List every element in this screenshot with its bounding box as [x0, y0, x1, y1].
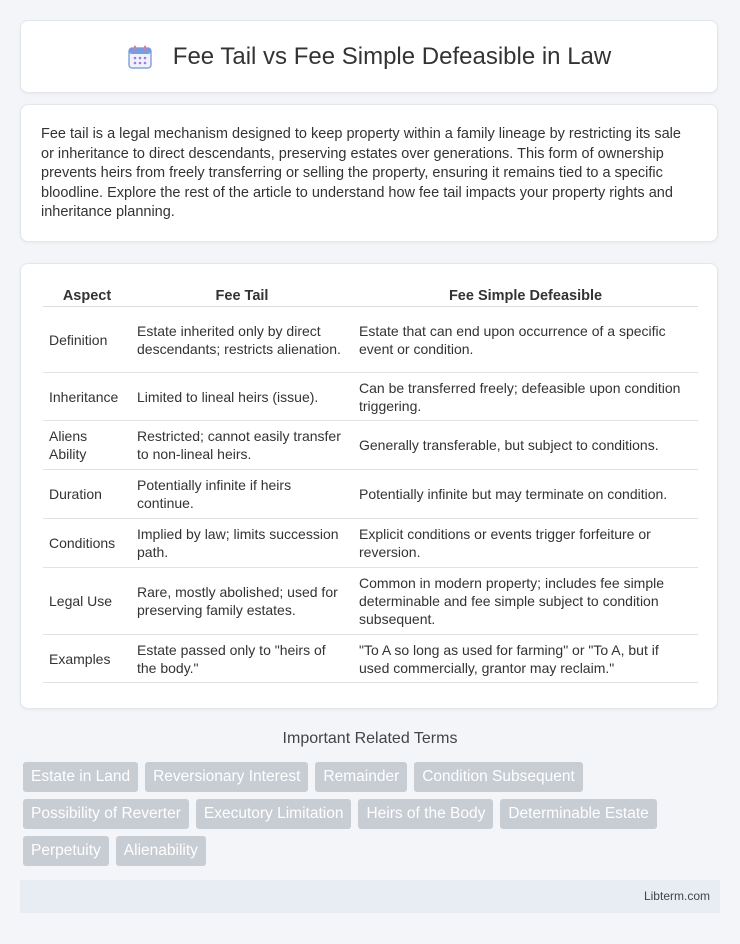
- tag-reversionary-interest[interactable]: Reversionary Interest: [145, 762, 308, 792]
- header-fee-tail: Fee Tail: [131, 284, 353, 307]
- tag-perpetuity[interactable]: Perpetuity: [23, 836, 109, 866]
- tag-possibility-of-reverter[interactable]: Possibility of Reverter: [23, 799, 189, 829]
- comparison-card: [20, 263, 718, 709]
- header-aspect: Aspect: [43, 284, 131, 307]
- cell-fee-simple: Explicit conditions or events trigger forfeiture or reversion.: [353, 519, 698, 568]
- tag-condition-subsequent[interactable]: Condition Subsequent: [414, 762, 583, 792]
- tag-alienability[interactable]: Alienability: [116, 836, 206, 866]
- cell-fee-simple: Generally transferable, but subject to conditions.: [353, 421, 698, 470]
- cell-fee-tail: Potentially infinite if heirs continue.: [131, 470, 353, 519]
- calendar-icon: [127, 44, 153, 70]
- table-row: [43, 421, 698, 470]
- tag-heirs-of-the-body[interactable]: Heirs of the Body: [358, 799, 493, 829]
- cell-aspect: Examples: [43, 635, 131, 683]
- related-terms-list: [23, 762, 713, 873]
- cell-fee-tail: Restricted; cannot easily transfer to non-lineal heirs.: [131, 421, 353, 470]
- table-row: [43, 519, 698, 568]
- tag-remainder[interactable]: Remainder: [315, 762, 407, 792]
- table-row: [43, 307, 698, 373]
- table-header-row: [43, 284, 698, 307]
- comparison-table: [43, 284, 698, 683]
- related-terms-title: Important Related Terms: [282, 730, 458, 747]
- header-fee-simple-defeasible: Fee Simple Defeasible: [353, 284, 698, 307]
- cell-aspect: Legal Use: [43, 568, 131, 635]
- cell-fee-tail: Implied by law; limits succession path.: [131, 519, 353, 568]
- cell-aspect: Aliens Ability: [43, 421, 131, 470]
- footer: [20, 880, 720, 913]
- tag-determinable-estate[interactable]: Determinable Estate: [500, 799, 656, 829]
- header-card: [20, 20, 718, 93]
- cell-aspect: Conditions: [43, 519, 131, 568]
- intro-card: [20, 104, 718, 242]
- table-row: [43, 568, 698, 635]
- table-row: [43, 635, 698, 683]
- cell-fee-tail: Rare, mostly abolished; used for preserving family estates.: [131, 568, 353, 635]
- tag-executory-limitation[interactable]: Executory Limitation: [196, 799, 352, 829]
- cell-fee-simple: Estate that can end upon occurrence of a specific event or condition.: [353, 307, 698, 373]
- cell-fee-simple: Can be transferred freely; defeasible upon condition triggering.: [353, 373, 698, 421]
- footer-site-link[interactable]: Libterm.com: [643, 889, 710, 903]
- cell-aspect: Inheritance: [43, 373, 131, 421]
- cell-fee-simple: "To A so long as used for farming" or "To A, but if used commercially, grantor may reclaim.": [353, 635, 698, 683]
- cell-fee-tail: Limited to lineal heirs (issue).: [131, 373, 353, 421]
- cell-fee-tail: Estate inherited only by direct descendants; restricts alienation.: [131, 307, 353, 373]
- page-title: Fee Tail vs Fee Simple Defeasible in Law: [172, 42, 612, 70]
- cell-fee-simple: Common in modern property; includes fee simple determinable and fee simple subject to condition subsequent.: [353, 568, 698, 635]
- intro-text: Fee tail is a legal mechanism designed to keep property within a family lineage by restricting its sale or inheritance to direct descendants, preserving estates over generations. This form of ownership prevents heirs from freely transferring or selling the property, ensuring it remains tied to a specific bloodline. Explore the rest of the article to understand how fee tail impacts your property rights and inheritance planning.: [41, 126, 681, 220]
- cell-fee-tail: Estate passed only to "heirs of the body.": [131, 635, 353, 683]
- cell-aspect: Definition: [43, 307, 131, 373]
- table-row: [43, 373, 698, 421]
- cell-aspect: Duration: [43, 470, 131, 519]
- cell-fee-simple: Potentially infinite but may terminate on condition.: [353, 470, 698, 519]
- tag-estate-in-land[interactable]: Estate in Land: [23, 762, 138, 792]
- table-row: [43, 470, 698, 519]
